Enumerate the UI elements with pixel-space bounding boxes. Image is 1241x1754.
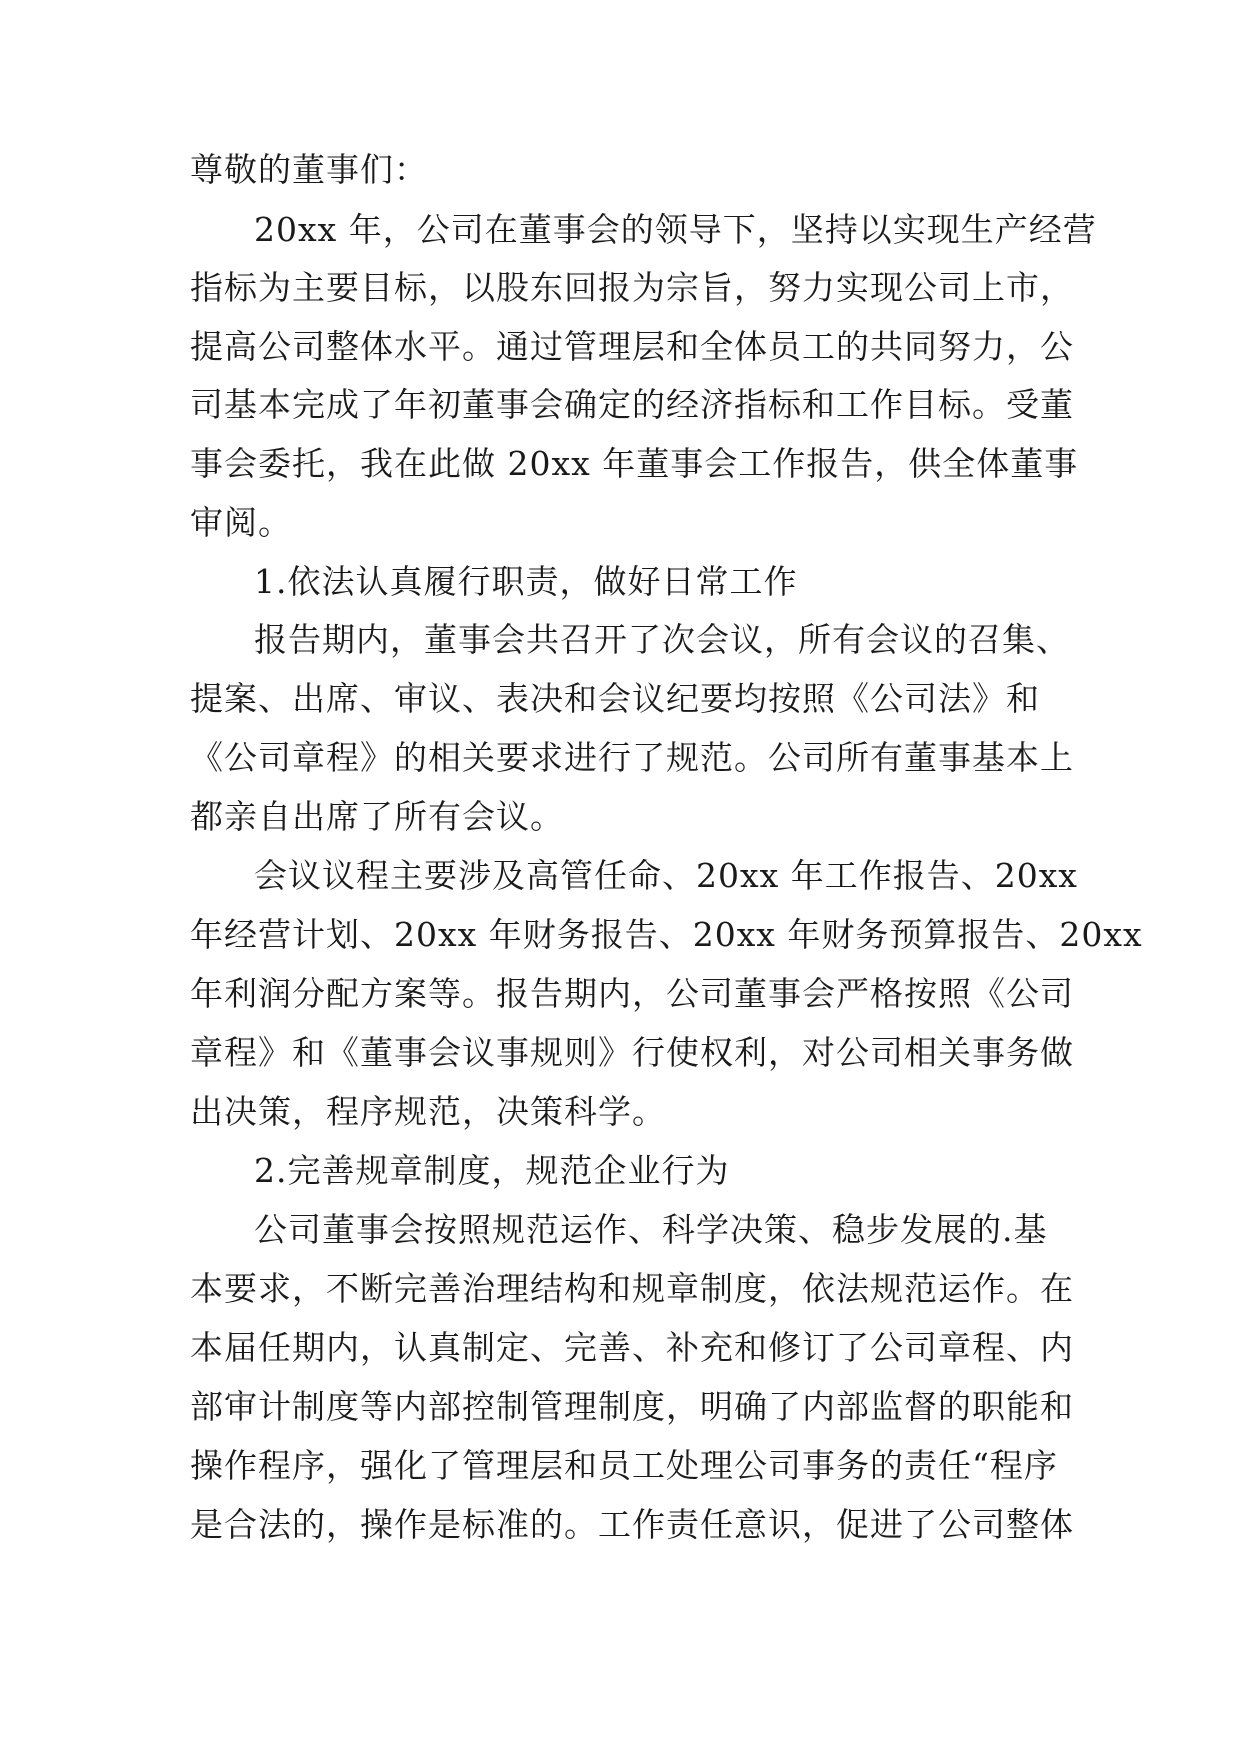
- paragraph-line: 提高公司整体水平。通过管理层和全体员工的共同努力，公: [190, 327, 1074, 366]
- paragraph-line: 本要求，不断完善治理结构和规章制度，依法规范运作。在: [190, 1269, 1074, 1308]
- paragraph-line: 提案、出席、审议、表决和会议纪要均按照《公司法》和: [190, 679, 1040, 718]
- section-heading: 2.完善规章制度，规范企业行为: [254, 1151, 730, 1190]
- paragraph-line: 都亲自出席了所有会议。: [190, 797, 564, 836]
- paragraph-line: 本届任期内，认真制定、完善、补充和修订了公司章程、内: [190, 1328, 1074, 1367]
- paragraph-line: 《公司章程》的相关要求进行了规范。公司所有董事基本上: [190, 738, 1074, 777]
- paragraph-line: 年利润分配方案等。报告期内，公司董事会严格按照《公司: [190, 974, 1074, 1013]
- paragraph-line: 20xx 年，公司在董事会的领导下，坚持以实现生产经营: [254, 210, 1097, 249]
- paragraph-line: 公司董事会按照规范运作、科学决策、稳步发展的.基: [254, 1210, 1048, 1249]
- paragraph-line: 指标为主要目标，以股东回报为宗旨，努力实现公司上市，: [190, 268, 1074, 307]
- paragraph-line: 章程》和《董事会议事规则》行使权利，对公司相关事务做: [190, 1033, 1074, 1072]
- paragraph-line: 出决策，程序规范，决策科学。: [190, 1092, 666, 1131]
- section-heading: 1.依法认真履行职责，做好日常工作: [254, 562, 798, 601]
- salutation: 尊敬的董事们：: [190, 150, 428, 189]
- paragraph-line: 会议议程主要涉及高管任命、20xx 年工作报告、20xx: [254, 856, 1078, 895]
- paragraph-line: 年经营计划、20xx 年财务报告、20xx 年财务预算报告、20xx: [190, 915, 1143, 954]
- paragraph-line: 审阅。: [190, 503, 292, 542]
- paragraph-line: 是合法的，操作是标准的。工作责任意识，促进了公司整体: [190, 1505, 1074, 1544]
- paragraph-line: 司基本完成了年初董事会确定的经济指标和工作目标。受董: [190, 385, 1074, 424]
- paragraph-line: 报告期内，董事会共召开了次会议，所有会议的召集、: [254, 620, 1070, 659]
- paragraph-line: 操作程序，强化了管理层和员工处理公司事务的责任“程序: [190, 1446, 1058, 1485]
- paragraph-line: 部审计制度等内部控制管理制度，明确了内部监督的职能和: [190, 1387, 1074, 1426]
- paragraph-line: 事会委托，我在此做 20xx 年董事会工作报告，供全体董事: [190, 444, 1079, 483]
